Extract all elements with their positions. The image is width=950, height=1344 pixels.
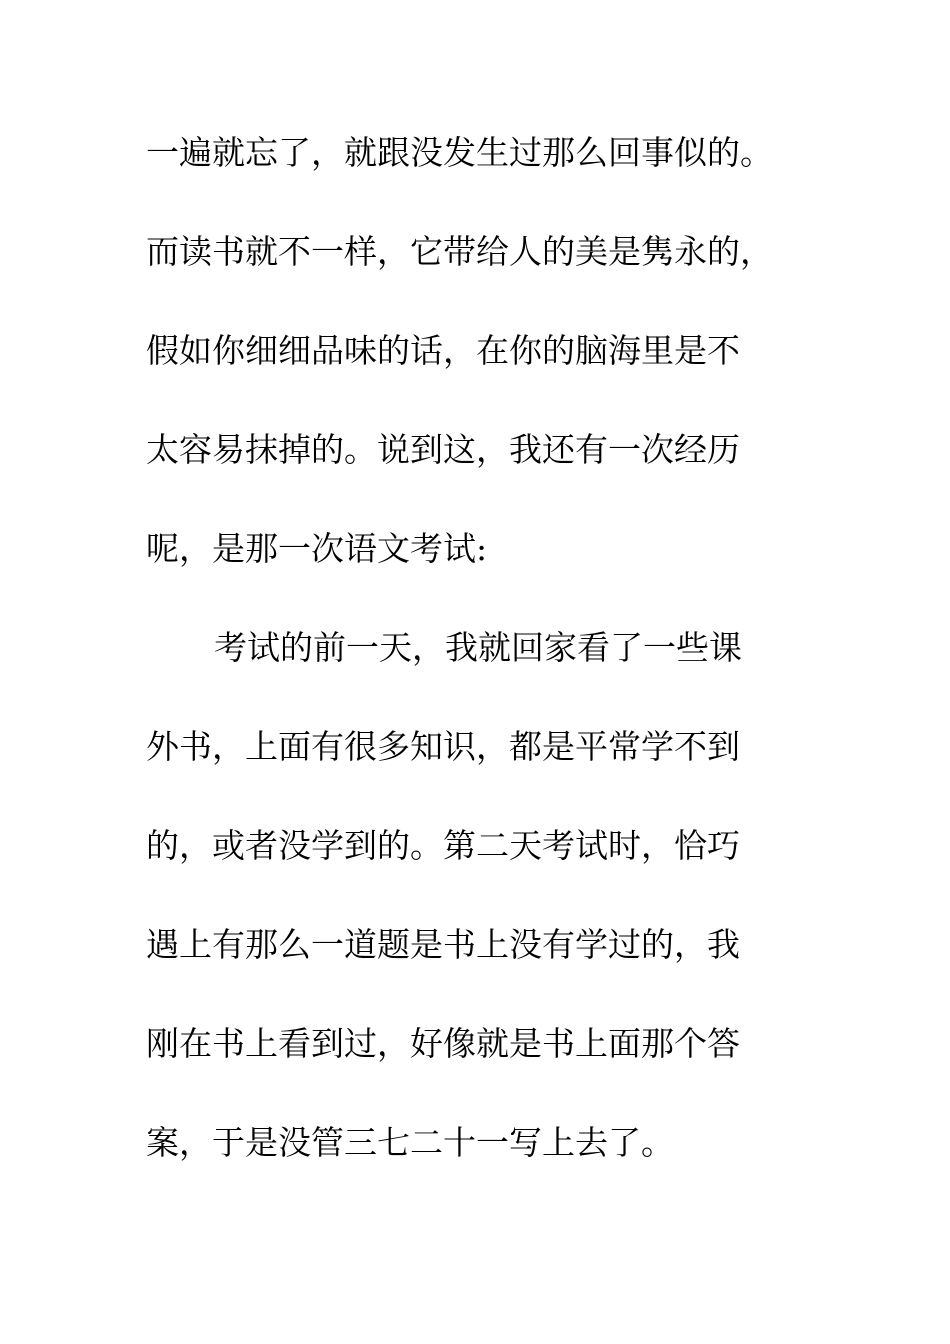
text-line: 一遍就忘了，就跟没发生过那么回事似的。: [146, 133, 773, 172]
text-line: 刚在书上看到过，好像就是书上面那个答: [146, 1024, 740, 1063]
text-line: 的，或者没学到的。第二天考试时，恰巧: [146, 826, 740, 865]
text-line: 呢，是那一次语文考试:: [146, 529, 488, 568]
body-text: [146, 128, 806, 1217]
text-line: 太容易抹掉的。说到这，我还有一次经历: [146, 430, 740, 469]
text-line: 假如你细细品味的话，在你的脑海里是不: [146, 331, 740, 370]
text-line: 案，于是没管三七二十一写上去了。: [146, 1123, 674, 1162]
paragraph-start-line: 考试的前一天，我就回家看了一些课: [214, 628, 742, 667]
text-line: 外书，上面有很多知识，都是平常学不到: [146, 727, 740, 766]
text-line: 遇上有那么一道题是书上没有学过的，我: [146, 925, 740, 964]
text-line: 而读书就不一样，它带给人的美是隽永的，: [146, 232, 773, 271]
